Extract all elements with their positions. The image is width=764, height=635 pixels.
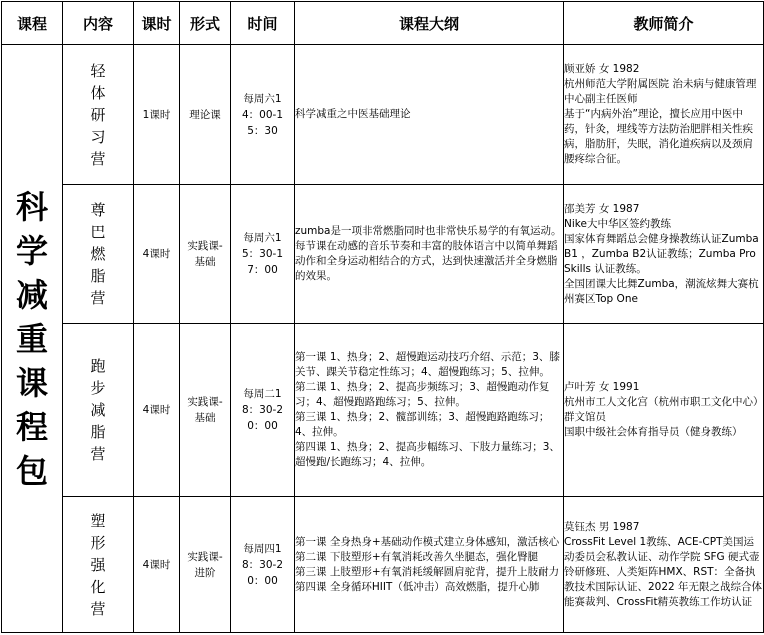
time-cell bbox=[231, 185, 295, 324]
header-teacher: 教师简介 bbox=[564, 2, 764, 45]
teacher-cell bbox=[564, 185, 764, 324]
outline-line: 第一课 1、热身；2、超慢跑运动技巧介绍、示范；3、膝关节、踝关节稳定性练习；4、超慢跑练习；5、拉伸。 bbox=[295, 351, 560, 378]
teacher-line: 国家体育舞蹈总会健身操教练认证Zumba B1 ，Zumba B2认证教练；Zumba Pro Skills 认证教练。 bbox=[564, 232, 759, 275]
hours-cell bbox=[134, 185, 180, 324]
course-name: 尊巴燃脂营 bbox=[90, 201, 106, 307]
course-name: 塑形强化营 bbox=[90, 511, 106, 618]
outline-line: zumba是一项非常燃脂同时也非常快乐易学的有氧运动。每节课在动感的音乐节奏和丰富的肢体语言中以简单舞蹈动作和全身运动相结合的方式，达到快速激活并全身燃脂的效果。 bbox=[295, 225, 562, 282]
teacher-line: 顾亚娇 女 1982 bbox=[564, 63, 640, 75]
table-row bbox=[2, 45, 764, 185]
header-category: 课程 bbox=[2, 2, 63, 45]
header-time: 时间 bbox=[231, 2, 295, 45]
outline-line: 第三课 1、热身；2、髋部训练；3、超慢跑路跑练习；4、拉伸。 bbox=[295, 411, 550, 438]
header-row bbox=[2, 2, 764, 45]
outline-cell bbox=[295, 185, 564, 324]
time-cell bbox=[231, 45, 295, 185]
category-label: 科学减重课程包 bbox=[15, 187, 48, 490]
teacher-line: 莫钰杰 男 1987 bbox=[564, 520, 640, 533]
course-time: 每周六14：00-15：30 bbox=[241, 92, 283, 137]
outline-cell bbox=[295, 497, 564, 633]
hours-cell bbox=[134, 324, 180, 497]
course-hours: 1课时 bbox=[142, 108, 171, 121]
course-format: 理论课 bbox=[189, 108, 221, 121]
teacher-cell bbox=[564, 45, 764, 185]
header-hours: 课时 bbox=[134, 2, 180, 45]
format-cell bbox=[180, 324, 231, 497]
course-format: 实践课-基础 bbox=[187, 396, 223, 424]
course-name: 跑步减脂营 bbox=[90, 357, 106, 463]
outline-line: 第一课 全身热身+基础动作模式建立身体感知，激活核心 bbox=[295, 535, 560, 548]
teacher-line: 卢叶芳 女 1991 bbox=[564, 381, 640, 393]
time-cell bbox=[231, 497, 295, 633]
outline-line: 第四课 1、热身；2、提高步幅练习、下肢力量练习；3、超慢跑/长跑练习；4、拉伸。 bbox=[295, 441, 560, 468]
outline-line: 第四课 全身循环HIIT（低冲击）高效燃脂，提升心肺 bbox=[295, 580, 540, 593]
course-format: 实践课-进阶 bbox=[187, 550, 223, 579]
format-cell bbox=[180, 497, 231, 633]
course-format: 实践课-基础 bbox=[187, 240, 223, 268]
table-row bbox=[2, 185, 764, 324]
format-cell bbox=[180, 185, 231, 324]
table-row bbox=[2, 324, 764, 497]
table-row bbox=[2, 497, 764, 633]
teacher-line: Nike大中华区签约教练 bbox=[564, 217, 671, 230]
teacher-line: 邵美芳 女 1987 bbox=[564, 202, 640, 215]
time-cell bbox=[231, 324, 295, 497]
teacher-line: 国职中级社会体育指导员（健身教练） bbox=[564, 426, 743, 438]
course-hours: 4课时 bbox=[142, 404, 171, 416]
course-name-cell bbox=[63, 45, 134, 185]
header-format: 形式 bbox=[180, 2, 231, 45]
teacher-line: 杭州师范大学附属医院 治未病与健康管理中心副主任医师 bbox=[564, 78, 757, 105]
teacher-cell bbox=[564, 497, 764, 633]
outline-line: 第二课 下肢塑形+有氧消耗改善久坐腿态，强化臀腿 bbox=[295, 550, 539, 563]
header-outline: 课程大纲 bbox=[295, 2, 564, 45]
teacher-line: 全国团课大比舞Zumba，潮流炫舞大赛杭州赛区Top One bbox=[564, 277, 759, 305]
header-content: 内容 bbox=[63, 2, 134, 45]
teacher-line: CrossFit Level 1教练、ACE-CPT美国运动委员会私教认证、动作学院 SFG 硬式壶铃研修班、人类矩阵HMX、RST：全备执教技术国际认证、2022 年无限之战综合体能赛裁判、CrossFit精英教练工作坊认证 bbox=[564, 535, 763, 608]
teacher-line: 杭州市工人文化宫（杭州市职工文化中心）群文馆员 bbox=[564, 396, 759, 423]
course-name-cell bbox=[63, 324, 134, 497]
course-time: 每周二18：30-20：00 bbox=[241, 388, 283, 432]
course-hours: 4课时 bbox=[142, 558, 171, 571]
course-time: 每周四18：30-20：00 bbox=[241, 542, 283, 587]
teacher-cell bbox=[564, 324, 764, 497]
course-name-cell bbox=[63, 185, 134, 324]
hours-cell bbox=[134, 45, 180, 185]
course-time: 每周六15：30-17：00 bbox=[241, 232, 283, 276]
format-cell bbox=[180, 45, 231, 185]
outline-cell bbox=[295, 45, 564, 185]
outline-line: 第二课 1、热身；2、提高步频练习；3、超慢跑动作复习；4、超慢跑路跑练习；5、拉伸。 bbox=[295, 381, 550, 408]
course-name-cell bbox=[63, 497, 134, 633]
course-name: 轻体研习营 bbox=[90, 61, 106, 168]
teacher-line: 基于“内病外治”理论，擅长应用中医中药，针灸，埋线等方法防治肥胖相关性疾病，脂肪肝，失眠，消化道疾病以及颈肩腰疼综合征。 bbox=[564, 108, 753, 165]
outline-line: 第三课 上肢塑形+有氧消耗缓解圆肩驼背，提升上肢耐力 bbox=[295, 565, 560, 578]
course-table bbox=[1, 1, 764, 633]
category-cell bbox=[2, 45, 63, 633]
outline-cell bbox=[295, 324, 564, 497]
hours-cell bbox=[134, 497, 180, 633]
course-hours: 4课时 bbox=[142, 248, 171, 260]
outline-line: 科学减重之中医基础理论 bbox=[295, 108, 411, 120]
